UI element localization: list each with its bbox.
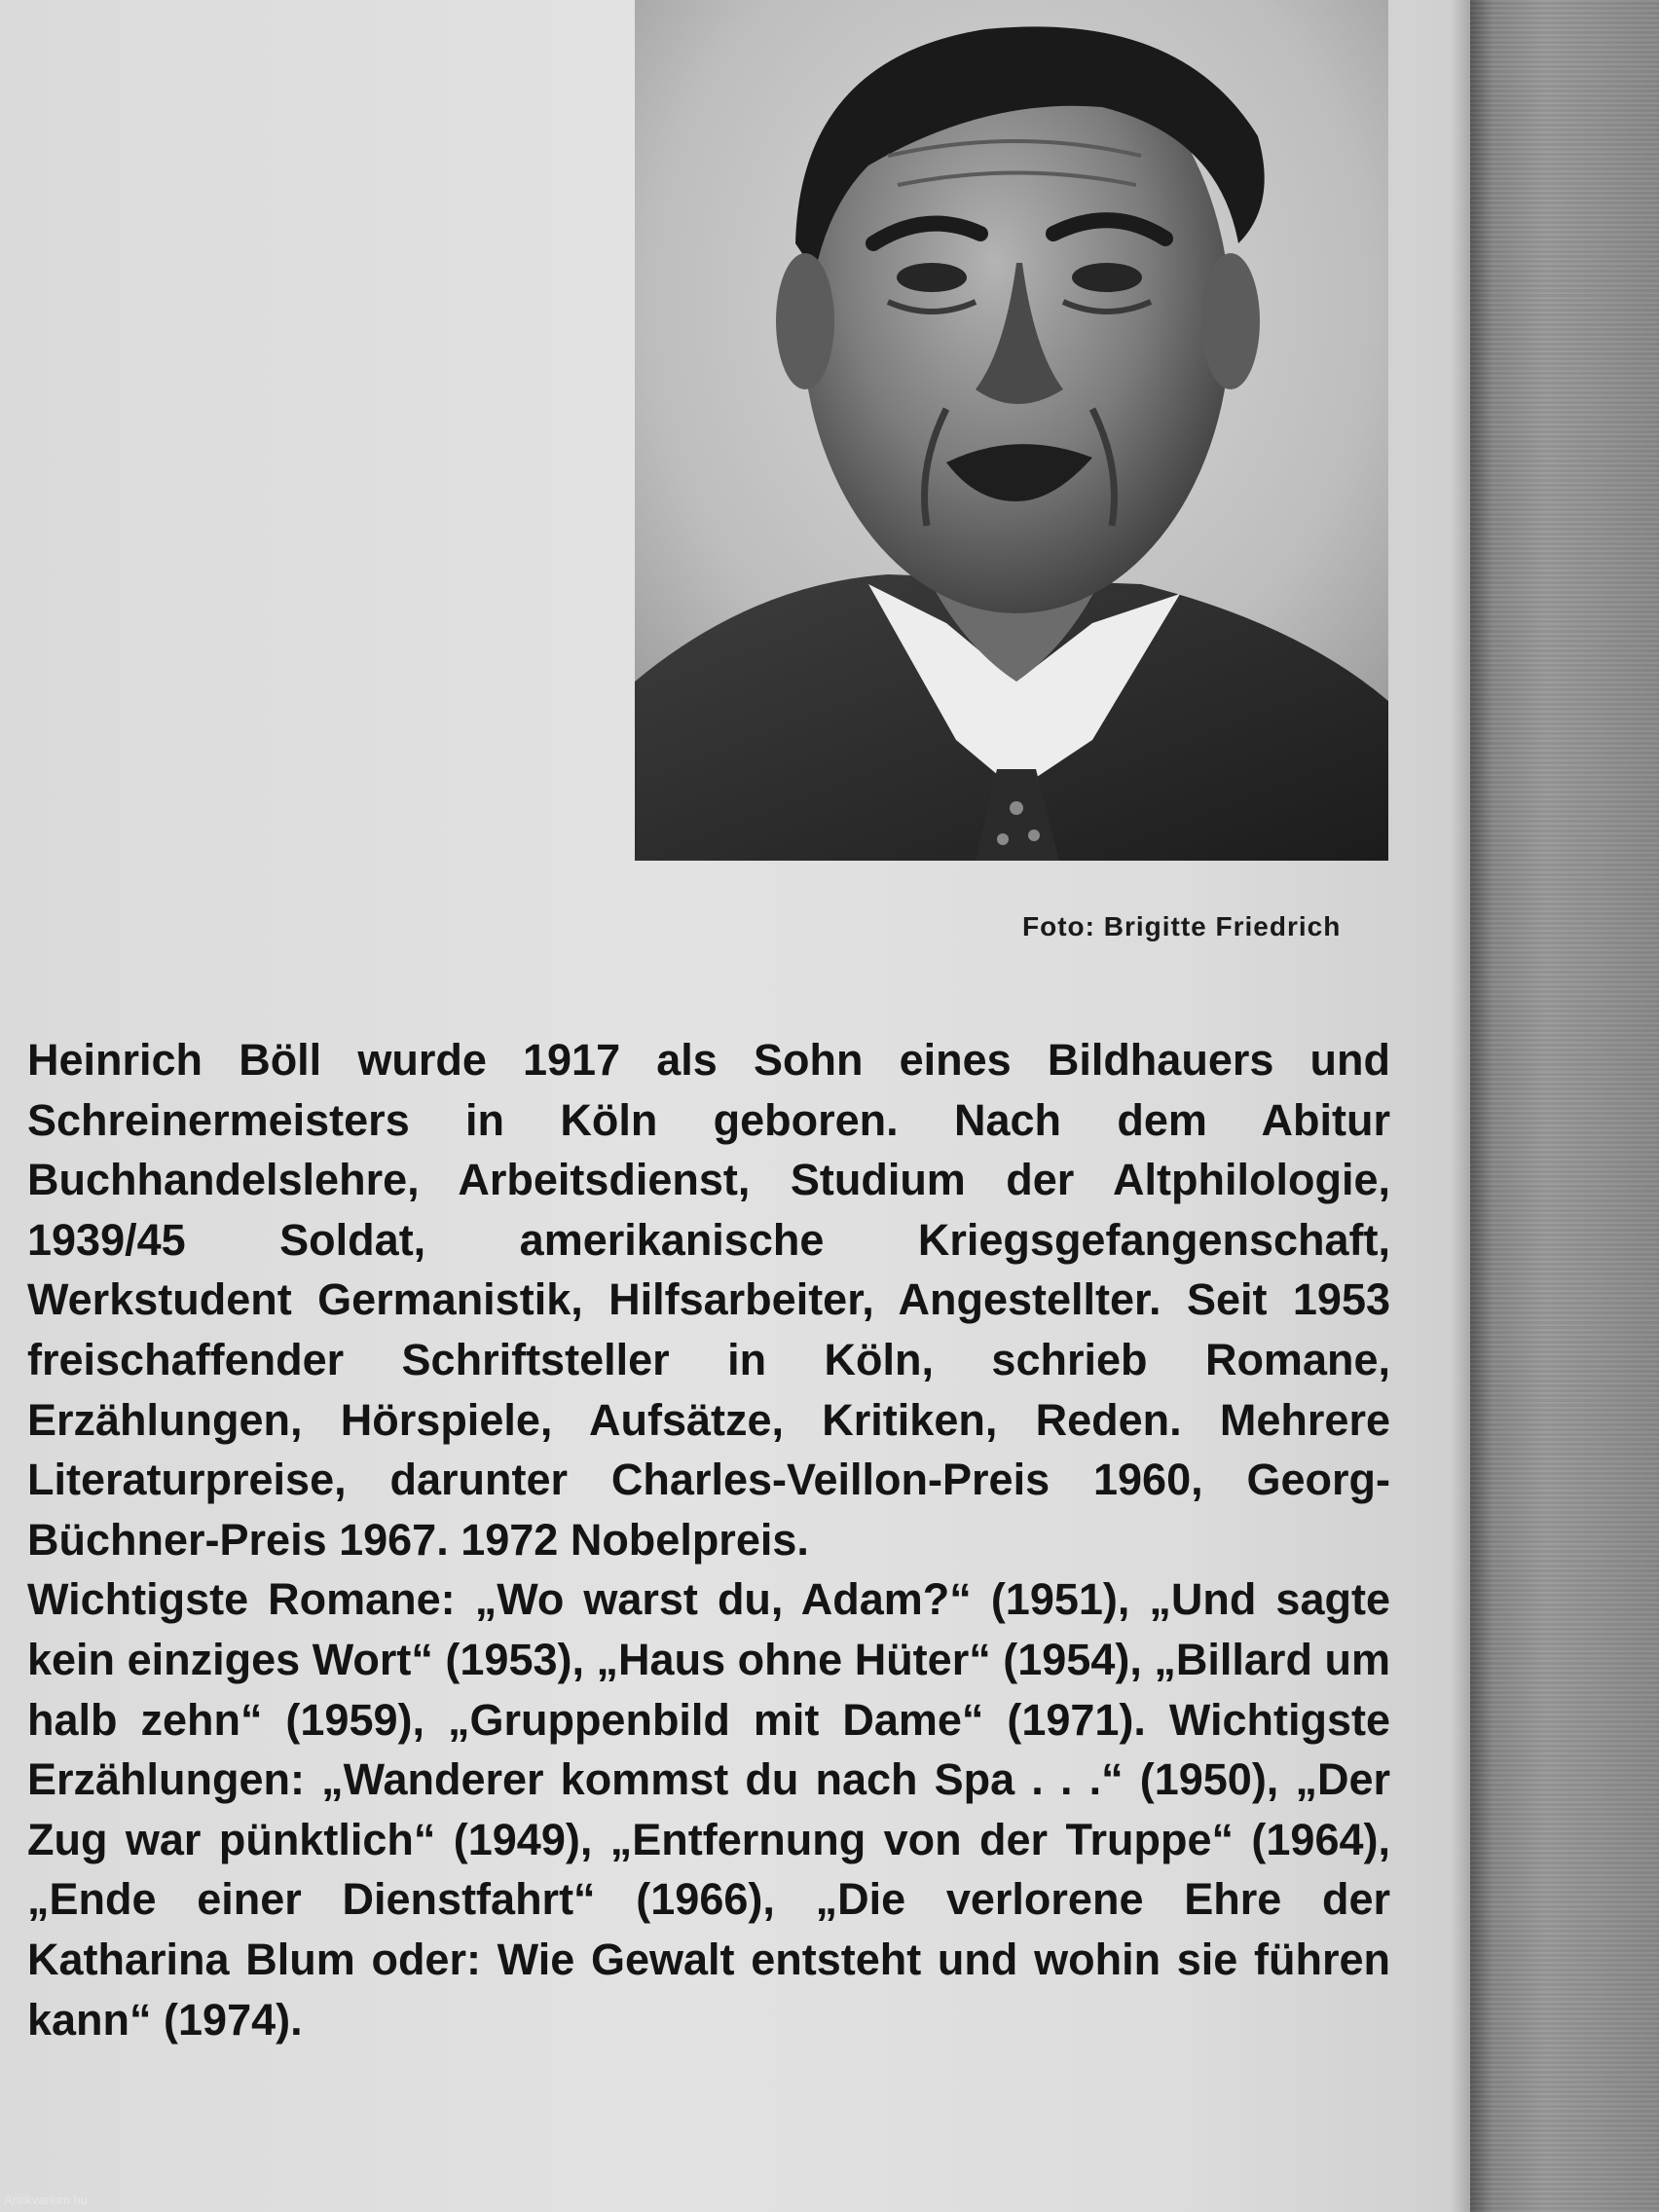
biography-paragraph: Heinrich Böll wurde 1917 als Sohn eines Bildhauers und Schreinermeisters in Köln geboren. Nach dem Abitur Buchhandelslehre, Arbeitsdienst, Studium der Altphilologie, 1939/45 Soldat, amerikanische Kriegsgefangenschaft, Werkstudent Germanistik, Hilfsarbeiter, Angestellter. Seit 1953 freischaffender Schriftsteller in Köln, schrieb Romane, Erzählungen, Hörspiele, Aufsätze, Kritiken, Reden. Mehrere Literaturpreise, darunter Charles-Veillon-Preis 1960, Georg-Büchner-Preis 1967. 1972 Nobelpreis. [27,1035,1390,1565]
author-biography [27,1030,1390,2049]
book-spine-edge [1470,0,1659,2212]
photo-credit: Foto: Brigitte Friedrich [1022,911,1342,941]
author-photo [635,0,1388,861]
watermark: Antikvarium.hu [4,2193,88,2207]
works-paragraph: Wichtigste Romane: „Wo warst du, Adam?“ (1951), „Und sagte kein einziges Wort“ (1953), „Haus ohne Hüter“ (1954), „Billard um halb zehn“ (1959), „Gruppenbild mit Dame“ (1971). Wichtigste Erzählungen: „Wanderer kommst du nach Spa . . .“ (1950), „Der Zug war pünktlich“ (1949), „Entfernung von der Truppe“ (1964), „Ende einer Dienstfahrt“ (1966), „Die verlorene Ehre der Katharina Blum oder: Wie Gewalt entsteht und wohin sie führen kann“ (1974). [27,1574,1390,2045]
portrait-image [635,0,1388,861]
page-edge-shadow [1451,0,1470,2212]
